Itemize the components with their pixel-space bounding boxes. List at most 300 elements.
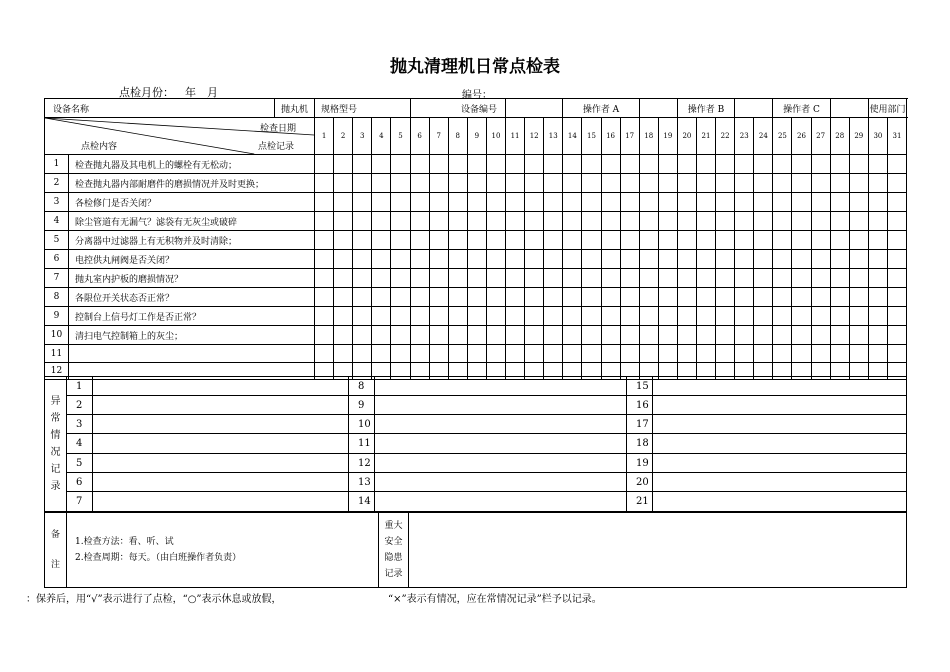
check-cell[interactable]	[716, 269, 735, 288]
check-cell[interactable]	[620, 288, 639, 307]
abnormal-entry[interactable]	[375, 492, 627, 512]
check-cell[interactable]	[429, 155, 448, 174]
check-cell[interactable]	[334, 174, 353, 193]
check-cell[interactable]	[735, 250, 754, 269]
check-cell[interactable]	[811, 231, 830, 250]
check-cell[interactable]	[353, 193, 372, 212]
check-cell[interactable]	[448, 174, 467, 193]
abnormal-entry[interactable]	[653, 434, 907, 454]
check-cell[interactable]	[811, 269, 830, 288]
check-cell[interactable]	[601, 212, 620, 231]
check-cell[interactable]	[582, 307, 601, 326]
check-cell[interactable]	[315, 174, 334, 193]
check-cell[interactable]	[811, 174, 830, 193]
check-cell[interactable]	[506, 231, 525, 250]
check-cell[interactable]	[448, 288, 467, 307]
check-cell[interactable]	[582, 212, 601, 231]
check-cell[interactable]	[754, 231, 773, 250]
check-cell[interactable]	[811, 307, 830, 326]
check-cell[interactable]	[372, 326, 391, 345]
check-cell[interactable]	[334, 269, 353, 288]
check-cell[interactable]	[544, 212, 563, 231]
operator-b-value[interactable]	[735, 99, 773, 118]
check-cell[interactable]	[410, 288, 429, 307]
check-cell[interactable]	[773, 269, 792, 288]
check-cell[interactable]	[601, 193, 620, 212]
abnormal-entry[interactable]	[375, 415, 627, 434]
check-cell[interactable]	[849, 288, 868, 307]
check-cell[interactable]	[754, 193, 773, 212]
check-cell[interactable]	[467, 345, 486, 363]
check-cell[interactable]	[467, 288, 486, 307]
check-cell[interactable]	[601, 155, 620, 174]
abnormal-entry[interactable]	[653, 377, 907, 396]
check-cell[interactable]	[391, 307, 410, 326]
check-cell[interactable]	[792, 231, 811, 250]
check-cell[interactable]	[448, 212, 467, 231]
check-cell[interactable]	[658, 155, 677, 174]
abnormal-entry[interactable]	[93, 492, 349, 512]
check-cell[interactable]	[563, 288, 582, 307]
check-cell[interactable]	[677, 231, 696, 250]
check-cell[interactable]	[868, 155, 887, 174]
check-cell[interactable]	[544, 155, 563, 174]
check-cell[interactable]	[372, 174, 391, 193]
check-cell[interactable]	[334, 212, 353, 231]
check-cell[interactable]	[792, 155, 811, 174]
check-cell[interactable]	[639, 288, 658, 307]
check-cell[interactable]	[677, 250, 696, 269]
check-cell[interactable]	[429, 288, 448, 307]
check-cell[interactable]	[696, 345, 715, 363]
check-cell[interactable]	[620, 193, 639, 212]
check-cell[interactable]	[639, 326, 658, 345]
check-cell[interactable]	[754, 269, 773, 288]
check-cell[interactable]	[315, 288, 334, 307]
check-cell[interactable]	[792, 193, 811, 212]
check-cell[interactable]	[754, 250, 773, 269]
check-cell[interactable]	[486, 193, 505, 212]
abnormal-entry[interactable]	[93, 473, 349, 492]
check-cell[interactable]	[467, 326, 486, 345]
check-cell[interactable]	[735, 288, 754, 307]
check-cell[interactable]	[410, 269, 429, 288]
check-cell[interactable]	[391, 250, 410, 269]
check-cell[interactable]	[868, 326, 887, 345]
check-cell[interactable]	[353, 326, 372, 345]
check-cell[interactable]	[429, 231, 448, 250]
check-cell[interactable]	[773, 193, 792, 212]
check-cell[interactable]	[563, 269, 582, 288]
check-cell[interactable]	[716, 250, 735, 269]
check-cell[interactable]	[486, 250, 505, 269]
check-cell[interactable]	[830, 288, 849, 307]
check-cell[interactable]	[887, 288, 906, 307]
check-cell[interactable]	[563, 174, 582, 193]
check-cell[interactable]	[639, 212, 658, 231]
check-cell[interactable]	[334, 250, 353, 269]
check-cell[interactable]	[353, 155, 372, 174]
check-cell[interactable]	[735, 174, 754, 193]
check-cell[interactable]	[448, 326, 467, 345]
check-cell[interactable]	[696, 250, 715, 269]
check-cell[interactable]	[353, 288, 372, 307]
check-cell[interactable]	[353, 231, 372, 250]
check-cell[interactable]	[506, 250, 525, 269]
check-cell[interactable]	[582, 250, 601, 269]
check-cell[interactable]	[716, 212, 735, 231]
check-cell[interactable]	[391, 231, 410, 250]
check-cell[interactable]	[773, 212, 792, 231]
check-cell[interactable]	[315, 193, 334, 212]
check-cell[interactable]	[639, 174, 658, 193]
check-cell[interactable]	[887, 212, 906, 231]
check-cell[interactable]	[830, 155, 849, 174]
check-cell[interactable]	[639, 231, 658, 250]
check-cell[interactable]	[563, 326, 582, 345]
check-cell[interactable]	[506, 155, 525, 174]
check-cell[interactable]	[696, 212, 715, 231]
check-cell[interactable]	[716, 288, 735, 307]
abnormal-entry[interactable]	[653, 415, 907, 434]
check-cell[interactable]	[506, 307, 525, 326]
check-cell[interactable]	[334, 345, 353, 363]
check-cell[interactable]	[792, 269, 811, 288]
check-cell[interactable]	[467, 155, 486, 174]
check-cell[interactable]	[716, 326, 735, 345]
check-cell[interactable]	[391, 193, 410, 212]
check-cell[interactable]	[849, 269, 868, 288]
check-cell[interactable]	[315, 345, 334, 363]
check-cell[interactable]	[773, 174, 792, 193]
check-cell[interactable]	[868, 174, 887, 193]
check-cell[interactable]	[830, 174, 849, 193]
check-cell[interactable]	[544, 193, 563, 212]
check-cell[interactable]	[887, 193, 906, 212]
check-cell[interactable]	[486, 174, 505, 193]
check-cell[interactable]	[754, 155, 773, 174]
abnormal-entry[interactable]	[653, 492, 907, 512]
check-cell[interactable]	[773, 288, 792, 307]
check-cell[interactable]	[849, 212, 868, 231]
check-cell[interactable]	[887, 250, 906, 269]
check-cell[interactable]	[620, 307, 639, 326]
check-cell[interactable]	[620, 326, 639, 345]
check-cell[interactable]	[830, 269, 849, 288]
check-cell[interactable]	[658, 231, 677, 250]
check-cell[interactable]	[582, 193, 601, 212]
check-cell[interactable]	[716, 307, 735, 326]
check-cell[interactable]	[735, 231, 754, 250]
check-cell[interactable]	[639, 155, 658, 174]
abnormal-entry[interactable]	[93, 377, 349, 396]
check-cell[interactable]	[391, 345, 410, 363]
operator-c-value[interactable]	[830, 99, 868, 118]
check-cell[interactable]	[849, 193, 868, 212]
check-cell[interactable]	[582, 231, 601, 250]
check-cell[interactable]	[372, 250, 391, 269]
abnormal-entry[interactable]	[93, 396, 349, 415]
check-cell[interactable]	[525, 326, 544, 345]
check-cell[interactable]	[658, 269, 677, 288]
check-cell[interactable]	[696, 269, 715, 288]
check-cell[interactable]	[658, 288, 677, 307]
check-cell[interactable]	[696, 326, 715, 345]
check-cell[interactable]	[830, 193, 849, 212]
check-cell[interactable]	[486, 269, 505, 288]
check-cell[interactable]	[563, 307, 582, 326]
check-cell[interactable]	[315, 307, 334, 326]
check-cell[interactable]	[620, 269, 639, 288]
check-cell[interactable]	[372, 269, 391, 288]
check-cell[interactable]	[544, 326, 563, 345]
check-cell[interactable]	[429, 193, 448, 212]
check-cell[interactable]	[696, 288, 715, 307]
check-cell[interactable]	[716, 345, 735, 363]
check-cell[interactable]	[544, 288, 563, 307]
check-cell[interactable]	[506, 174, 525, 193]
check-cell[interactable]	[467, 193, 486, 212]
check-cell[interactable]	[372, 288, 391, 307]
check-cell[interactable]	[563, 193, 582, 212]
check-cell[interactable]	[448, 155, 467, 174]
abnormal-entry[interactable]	[93, 454, 349, 473]
check-cell[interactable]	[525, 288, 544, 307]
check-cell[interactable]	[773, 250, 792, 269]
abnormal-entry[interactable]	[375, 377, 627, 396]
check-cell[interactable]	[830, 250, 849, 269]
check-cell[interactable]	[639, 345, 658, 363]
check-cell[interactable]	[849, 155, 868, 174]
check-cell[interactable]	[429, 307, 448, 326]
check-cell[interactable]	[544, 250, 563, 269]
check-cell[interactable]	[448, 231, 467, 250]
check-cell[interactable]	[506, 212, 525, 231]
check-cell[interactable]	[391, 212, 410, 231]
check-cell[interactable]	[811, 288, 830, 307]
check-cell[interactable]	[677, 174, 696, 193]
check-cell[interactable]	[582, 288, 601, 307]
check-cell[interactable]	[410, 326, 429, 345]
check-cell[interactable]	[754, 288, 773, 307]
abnormal-entry[interactable]	[375, 454, 627, 473]
check-cell[interactable]	[792, 326, 811, 345]
check-cell[interactable]	[334, 231, 353, 250]
check-cell[interactable]	[677, 269, 696, 288]
check-cell[interactable]	[353, 307, 372, 326]
check-cell[interactable]	[658, 307, 677, 326]
check-cell[interactable]	[315, 231, 334, 250]
check-cell[interactable]	[868, 250, 887, 269]
check-cell[interactable]	[467, 307, 486, 326]
check-cell[interactable]	[601, 174, 620, 193]
check-cell[interactable]	[658, 345, 677, 363]
check-cell[interactable]	[639, 193, 658, 212]
check-cell[interactable]	[735, 193, 754, 212]
check-cell[interactable]	[887, 326, 906, 345]
check-cell[interactable]	[467, 231, 486, 250]
check-cell[interactable]	[696, 307, 715, 326]
check-cell[interactable]	[620, 231, 639, 250]
check-cell[interactable]	[582, 269, 601, 288]
check-cell[interactable]	[735, 345, 754, 363]
check-cell[interactable]	[410, 174, 429, 193]
check-cell[interactable]	[467, 212, 486, 231]
check-cell[interactable]	[735, 212, 754, 231]
check-cell[interactable]	[334, 326, 353, 345]
check-cell[interactable]	[506, 326, 525, 345]
abnormal-entry[interactable]	[653, 473, 907, 492]
check-cell[interactable]	[696, 155, 715, 174]
check-cell[interactable]	[486, 326, 505, 345]
check-cell[interactable]	[334, 155, 353, 174]
check-cell[interactable]	[792, 288, 811, 307]
check-cell[interactable]	[410, 212, 429, 231]
check-cell[interactable]	[677, 155, 696, 174]
check-cell[interactable]	[372, 231, 391, 250]
check-cell[interactable]	[429, 212, 448, 231]
check-cell[interactable]	[830, 212, 849, 231]
check-cell[interactable]	[410, 155, 429, 174]
check-cell[interactable]	[544, 345, 563, 363]
check-cell[interactable]	[601, 307, 620, 326]
operator-a-value[interactable]	[639, 99, 677, 118]
check-cell[interactable]	[525, 155, 544, 174]
check-cell[interactable]	[563, 345, 582, 363]
check-cell[interactable]	[506, 345, 525, 363]
check-cell[interactable]	[792, 345, 811, 363]
check-cell[interactable]	[868, 193, 887, 212]
check-cell[interactable]	[544, 307, 563, 326]
check-cell[interactable]	[563, 231, 582, 250]
check-cell[interactable]	[887, 269, 906, 288]
check-cell[interactable]	[696, 231, 715, 250]
check-cell[interactable]	[391, 326, 410, 345]
check-cell[interactable]	[601, 231, 620, 250]
check-cell[interactable]	[391, 155, 410, 174]
check-cell[interactable]	[735, 307, 754, 326]
check-cell[interactable]	[811, 212, 830, 231]
check-cell[interactable]	[525, 212, 544, 231]
check-cell[interactable]	[658, 212, 677, 231]
check-cell[interactable]	[830, 231, 849, 250]
check-cell[interactable]	[773, 345, 792, 363]
abnormal-entry[interactable]	[375, 396, 627, 415]
check-cell[interactable]	[811, 345, 830, 363]
check-cell[interactable]	[410, 307, 429, 326]
check-cell[interactable]	[887, 345, 906, 363]
check-cell[interactable]	[486, 288, 505, 307]
check-cell[interactable]	[868, 231, 887, 250]
check-cell[interactable]	[696, 174, 715, 193]
check-cell[interactable]	[620, 212, 639, 231]
check-cell[interactable]	[887, 174, 906, 193]
check-cell[interactable]	[525, 193, 544, 212]
check-cell[interactable]	[601, 345, 620, 363]
check-cell[interactable]	[315, 212, 334, 231]
check-cell[interactable]	[677, 288, 696, 307]
check-cell[interactable]	[754, 345, 773, 363]
check-cell[interactable]	[391, 174, 410, 193]
check-cell[interactable]	[372, 307, 391, 326]
check-cell[interactable]	[849, 326, 868, 345]
check-cell[interactable]	[563, 155, 582, 174]
check-cell[interactable]	[582, 326, 601, 345]
check-cell[interactable]	[868, 269, 887, 288]
check-cell[interactable]	[544, 174, 563, 193]
check-cell[interactable]	[868, 212, 887, 231]
check-cell[interactable]	[849, 307, 868, 326]
check-cell[interactable]	[620, 174, 639, 193]
check-cell[interactable]	[334, 193, 353, 212]
check-cell[interactable]	[486, 212, 505, 231]
check-cell[interactable]	[315, 250, 334, 269]
check-cell[interactable]	[506, 288, 525, 307]
check-cell[interactable]	[353, 250, 372, 269]
abnormal-entry[interactable]	[653, 396, 907, 415]
check-cell[interactable]	[754, 174, 773, 193]
check-cell[interactable]	[868, 345, 887, 363]
check-cell[interactable]	[677, 212, 696, 231]
check-cell[interactable]	[334, 307, 353, 326]
check-cell[interactable]	[353, 174, 372, 193]
check-cell[interactable]	[830, 345, 849, 363]
check-cell[interactable]	[563, 212, 582, 231]
check-cell[interactable]	[315, 155, 334, 174]
check-cell[interactable]	[448, 250, 467, 269]
check-cell[interactable]	[696, 193, 715, 212]
check-cell[interactable]	[525, 307, 544, 326]
check-cell[interactable]	[525, 250, 544, 269]
check-cell[interactable]	[887, 307, 906, 326]
check-cell[interactable]	[372, 212, 391, 231]
check-cell[interactable]	[486, 155, 505, 174]
check-cell[interactable]	[811, 326, 830, 345]
check-cell[interactable]	[429, 250, 448, 269]
check-cell[interactable]	[582, 345, 601, 363]
check-cell[interactable]	[735, 326, 754, 345]
major-hazard-record[interactable]	[409, 513, 907, 588]
check-cell[interactable]	[658, 193, 677, 212]
check-cell[interactable]	[410, 250, 429, 269]
check-cell[interactable]	[792, 212, 811, 231]
check-cell[interactable]	[639, 307, 658, 326]
check-cell[interactable]	[582, 155, 601, 174]
check-cell[interactable]	[525, 174, 544, 193]
check-cell[interactable]	[716, 231, 735, 250]
check-cell[interactable]	[868, 307, 887, 326]
check-cell[interactable]	[792, 250, 811, 269]
device-no-value[interactable]	[506, 99, 563, 118]
check-cell[interactable]	[506, 269, 525, 288]
check-cell[interactable]	[372, 345, 391, 363]
check-cell[interactable]	[429, 174, 448, 193]
check-cell[interactable]	[792, 174, 811, 193]
check-cell[interactable]	[811, 250, 830, 269]
check-cell[interactable]	[639, 250, 658, 269]
check-cell[interactable]	[353, 345, 372, 363]
check-cell[interactable]	[849, 250, 868, 269]
check-cell[interactable]	[429, 269, 448, 288]
check-cell[interactable]	[448, 193, 467, 212]
check-cell[interactable]	[486, 345, 505, 363]
check-cell[interactable]	[525, 345, 544, 363]
check-cell[interactable]	[716, 193, 735, 212]
check-cell[interactable]	[620, 250, 639, 269]
check-cell[interactable]	[849, 174, 868, 193]
check-cell[interactable]	[830, 326, 849, 345]
check-cell[interactable]	[677, 193, 696, 212]
